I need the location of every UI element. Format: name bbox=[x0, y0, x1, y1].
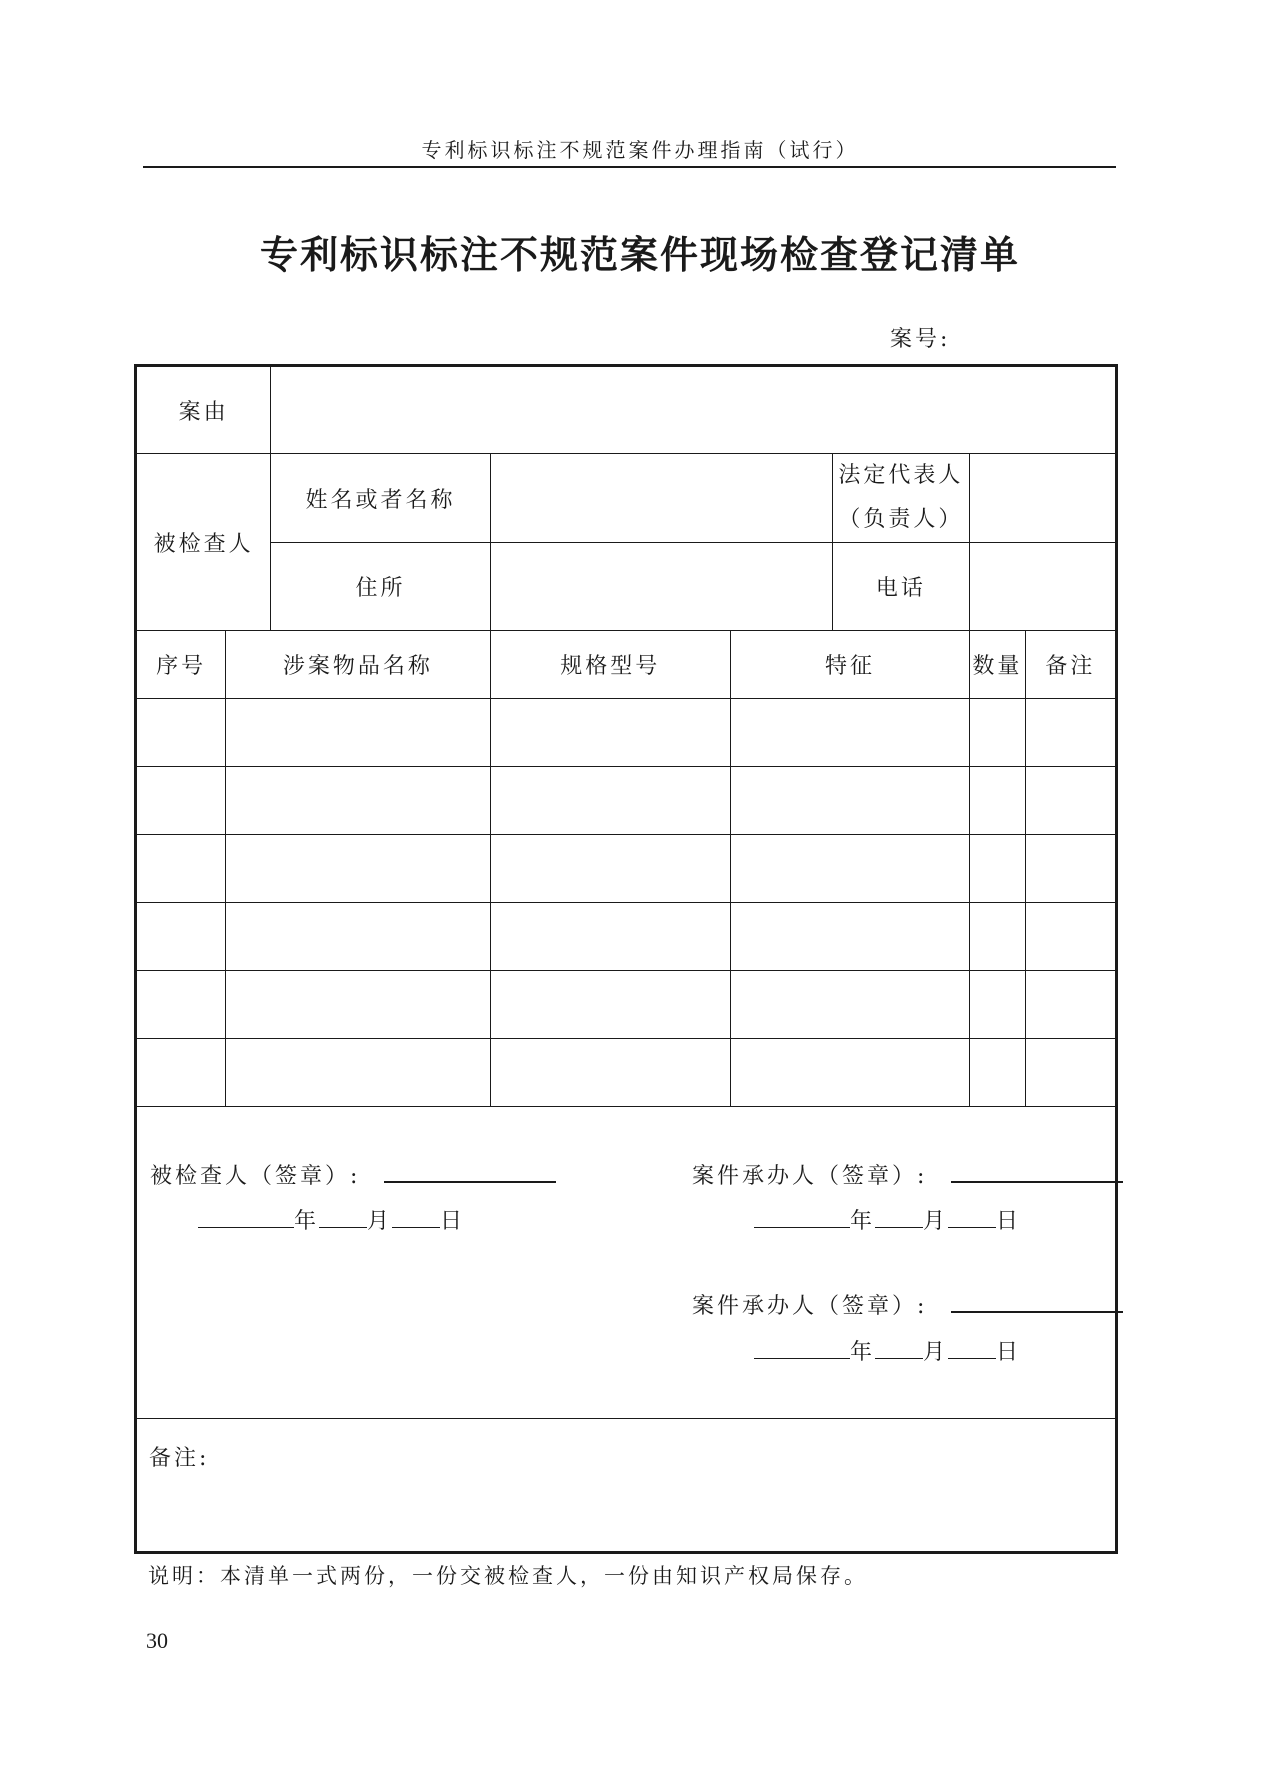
day-blank[interactable] bbox=[948, 1338, 996, 1359]
table-row bbox=[136, 903, 1117, 971]
name-field[interactable] bbox=[490, 454, 832, 543]
day-label: 日 bbox=[996, 1340, 1022, 1365]
item-name-cell[interactable] bbox=[226, 1039, 490, 1107]
seq-cell[interactable] bbox=[136, 767, 226, 835]
month-blank[interactable] bbox=[319, 1207, 367, 1228]
month-blank[interactable] bbox=[875, 1338, 923, 1359]
remark-cell[interactable] bbox=[1025, 1039, 1116, 1107]
handler-sign-label-1: 案件承办人（签章）: bbox=[692, 1164, 928, 1189]
signature-section bbox=[136, 1107, 1117, 1419]
inspected-party-label: 被检查人 bbox=[136, 454, 271, 631]
quantity-cell[interactable] bbox=[970, 903, 1026, 971]
year-blank[interactable] bbox=[754, 1207, 850, 1228]
phone-label: 电话 bbox=[832, 543, 969, 631]
table-row bbox=[136, 767, 1117, 835]
legal-rep-field[interactable] bbox=[970, 454, 1117, 543]
phone-field[interactable] bbox=[970, 543, 1117, 631]
item-name-cell[interactable] bbox=[226, 835, 490, 903]
address-field[interactable] bbox=[490, 543, 832, 631]
footnote: 说明：本清单一式两份，一份交被检查人，一份由知识产权局保存。 bbox=[148, 1564, 868, 1588]
spec-cell[interactable] bbox=[490, 1039, 730, 1107]
item-name-cell[interactable] bbox=[226, 699, 490, 767]
feature-cell[interactable] bbox=[730, 835, 969, 903]
cause-row bbox=[136, 366, 1117, 454]
spec-cell[interactable] bbox=[490, 971, 730, 1039]
case-number-label: 案号: bbox=[890, 327, 951, 352]
table-row bbox=[136, 971, 1117, 1039]
inspected-signature bbox=[150, 1159, 556, 1190]
page-number: 30 bbox=[146, 1628, 168, 1653]
year-label: 年 bbox=[850, 1209, 876, 1234]
spec-cell[interactable] bbox=[490, 835, 730, 903]
day-label: 日 bbox=[440, 1209, 466, 1234]
year-blank[interactable] bbox=[754, 1338, 850, 1359]
quantity-cell[interactable] bbox=[970, 835, 1026, 903]
remarks-row bbox=[136, 1419, 1117, 1553]
feature-cell[interactable] bbox=[730, 903, 969, 971]
quantity-cell[interactable] bbox=[970, 1039, 1026, 1107]
seq-cell[interactable] bbox=[136, 903, 226, 971]
col-header-remark: 备注 bbox=[1025, 631, 1116, 699]
handler-signature-1 bbox=[692, 1159, 1123, 1190]
feature-cell[interactable] bbox=[730, 971, 969, 1039]
day-blank[interactable] bbox=[948, 1207, 996, 1228]
seq-cell[interactable] bbox=[136, 971, 226, 1039]
quantity-cell[interactable] bbox=[970, 767, 1026, 835]
spec-cell[interactable] bbox=[490, 903, 730, 971]
spec-cell[interactable] bbox=[490, 699, 730, 767]
inspected-date-line bbox=[198, 1204, 465, 1235]
day-blank[interactable] bbox=[392, 1207, 440, 1228]
handler-date-line-1 bbox=[754, 1204, 1021, 1235]
remarks-field[interactable] bbox=[136, 1419, 1117, 1553]
remark-cell[interactable] bbox=[1025, 971, 1116, 1039]
signature-row bbox=[136, 1107, 1117, 1419]
remarks-label: 备注: bbox=[149, 1446, 210, 1471]
quantity-cell[interactable] bbox=[970, 971, 1026, 1039]
month-label: 月 bbox=[923, 1340, 949, 1365]
feature-cell[interactable] bbox=[730, 767, 969, 835]
col-header-feature: 特征 bbox=[730, 631, 969, 699]
quantity-cell[interactable] bbox=[970, 699, 1026, 767]
feature-cell[interactable] bbox=[730, 699, 969, 767]
month-label: 月 bbox=[923, 1209, 949, 1234]
table-row bbox=[136, 1039, 1117, 1107]
year-label: 年 bbox=[850, 1340, 876, 1365]
handler-date-line-2 bbox=[754, 1335, 1021, 1366]
name-label: 姓名或者名称 bbox=[271, 454, 490, 543]
header-rule bbox=[143, 166, 1116, 168]
day-label: 日 bbox=[996, 1209, 1022, 1234]
legal-rep-label bbox=[832, 454, 969, 543]
col-header-quantity: 数量 bbox=[970, 631, 1026, 699]
col-header-item-name: 涉案物品名称 bbox=[226, 631, 490, 699]
seq-cell[interactable] bbox=[136, 699, 226, 767]
spec-cell[interactable] bbox=[490, 767, 730, 835]
cause-label: 案由 bbox=[136, 366, 271, 454]
month-blank[interactable] bbox=[875, 1207, 923, 1228]
col-header-seq: 序号 bbox=[136, 631, 226, 699]
remark-cell[interactable] bbox=[1025, 767, 1116, 835]
feature-cell[interactable] bbox=[730, 1039, 969, 1107]
handler-sign-label-2: 案件承办人（签章）: bbox=[692, 1294, 928, 1319]
remark-cell[interactable] bbox=[1025, 835, 1116, 903]
year-blank[interactable] bbox=[198, 1207, 294, 1228]
remark-cell[interactable] bbox=[1025, 903, 1116, 971]
seq-cell[interactable] bbox=[136, 835, 226, 903]
item-name-cell[interactable] bbox=[226, 971, 490, 1039]
handler-sign-line-2[interactable] bbox=[951, 1289, 1123, 1313]
page-title: 专利标识标注不规范案件现场检查登记清单 bbox=[259, 233, 1020, 277]
remark-cell[interactable] bbox=[1025, 699, 1116, 767]
col-header-spec: 规格型号 bbox=[490, 631, 730, 699]
address-label: 住所 bbox=[271, 543, 490, 631]
running-header: 专利标识标注不规范案件办理指南（试行） bbox=[421, 138, 859, 162]
year-label: 年 bbox=[294, 1209, 320, 1234]
seq-cell[interactable] bbox=[136, 1039, 226, 1107]
item-name-cell[interactable] bbox=[226, 767, 490, 835]
inspected-party-row-1 bbox=[136, 454, 1117, 543]
inspected-party-row-2 bbox=[136, 543, 1117, 631]
legal-rep-label-line1: 法定代表人 bbox=[838, 463, 964, 488]
legal-rep-label-line2: （负责人） bbox=[838, 507, 964, 532]
month-label: 月 bbox=[367, 1209, 393, 1234]
item-name-cell[interactable] bbox=[226, 903, 490, 971]
table-row bbox=[136, 835, 1117, 903]
cause-field[interactable] bbox=[271, 366, 1117, 454]
items-header-row bbox=[136, 631, 1117, 699]
handler-signature-2 bbox=[692, 1289, 1123, 1320]
inspection-form-table bbox=[134, 364, 1118, 1554]
inspected-sign-label: 被检查人（签章）: bbox=[150, 1164, 361, 1189]
table-row bbox=[136, 699, 1117, 767]
inspected-sign-line[interactable] bbox=[384, 1159, 556, 1183]
handler-sign-line-1[interactable] bbox=[951, 1159, 1123, 1183]
